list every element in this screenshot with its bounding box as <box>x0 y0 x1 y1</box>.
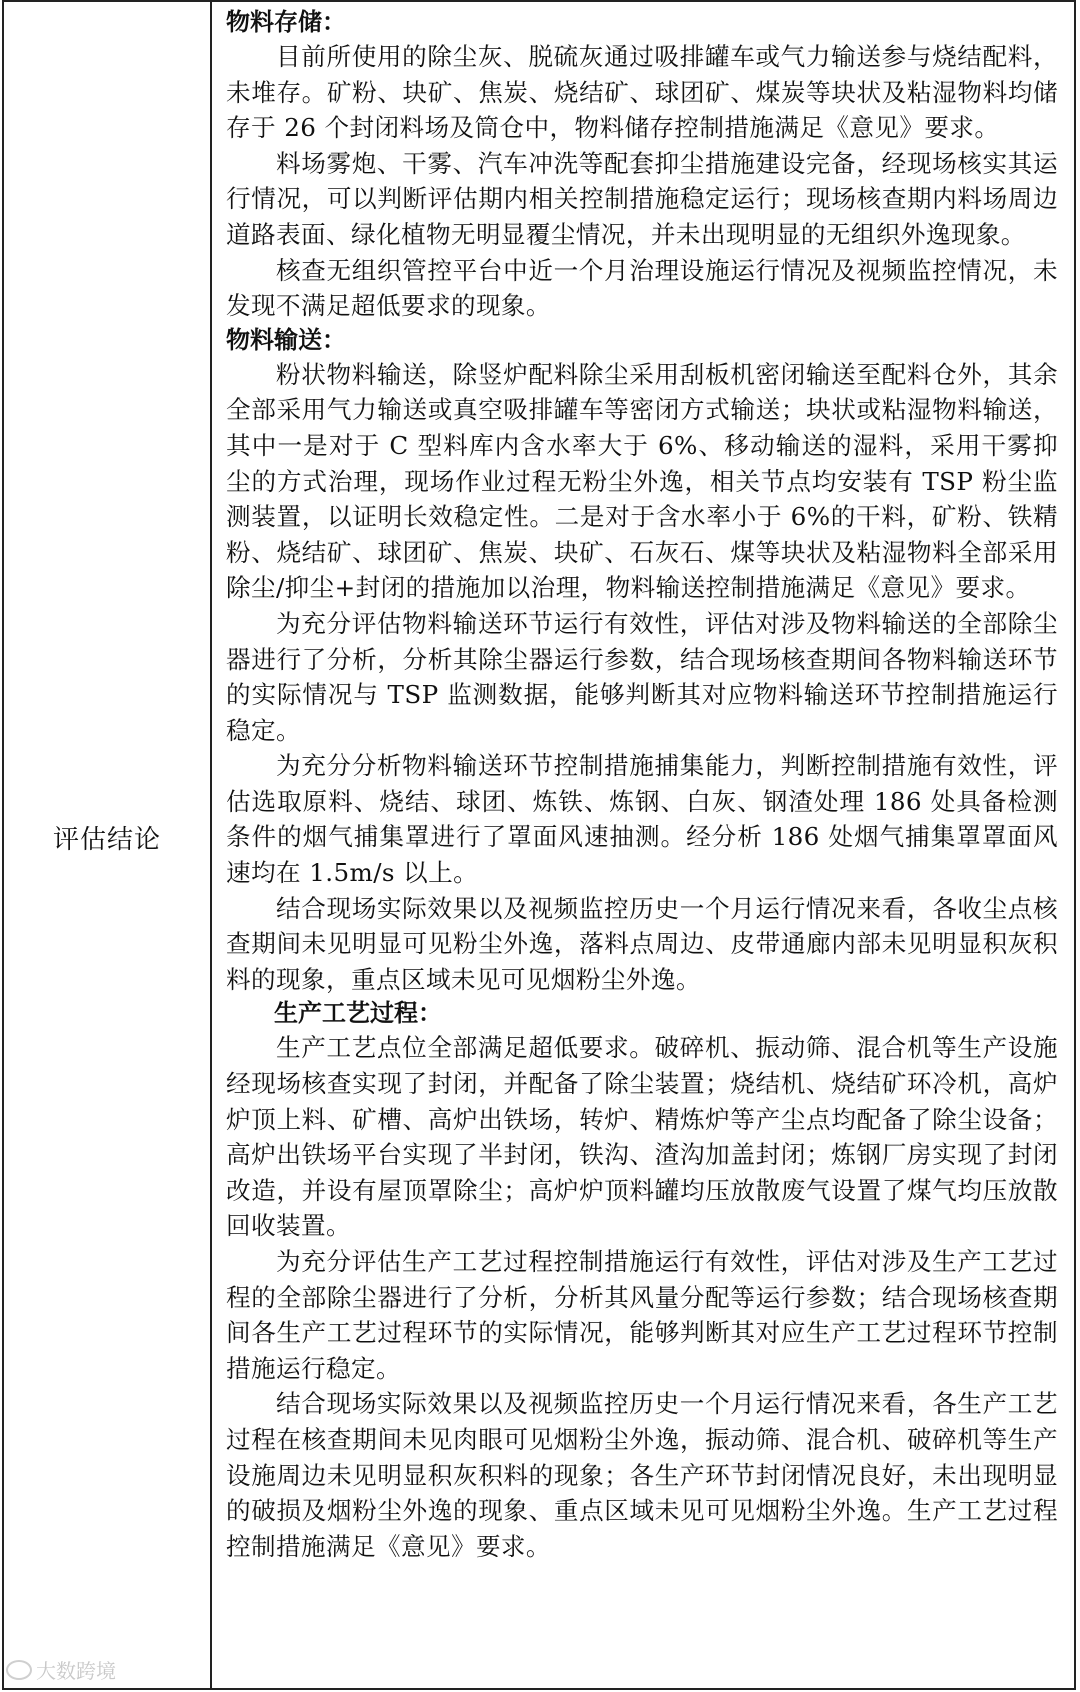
section-heading-transport: 物料输送： <box>226 325 346 354</box>
paragraph: 生产工艺点位全部满足超低要求。破碎机、振动筛、混合机等生产设施经现场核查实现了封闭，并配备了除尘装置；烧结机、烧结矿环冷机，高炉炉顶上料、矿槽、高炉出铁场，转炉、精炼炉等产尘点均配备了除尘设备；高炉出铁场平台实现了半封闭，铁沟、渣沟加盖封闭；炼钢厂房实现了封闭改造，并设有屋顶罩除尘；高炉炉顶料罐均压放散废气设置了煤气均压放散回收装置。 <box>226 1033 1058 1241</box>
paragraph: 结合现场实际效果以及视频监控历史一个月运行情况来看，各收尘点核查期间未见明显可见粉尘外逸，落料点周边、皮带通廊内部未见明显积灰积料的现象，重点区域未见可见烟粉尘外逸。 <box>226 893 1058 994</box>
section-heading-storage: 物料存储： <box>226 8 346 36</box>
paragraph: 结合现场实际效果以及视频监控历史一个月运行情况来看，各生产工艺过程在核查期间未见肉眼可见烟粉尘外逸，振动筛、混合机、破碎机等生产设施周边未见明显积灰积料的现象；各生产环节封闭情况良好，未出现明显的破损及烟粉尘外逸的现象、重点区域未见可见烟粉尘外逸。生产工艺过程控制措施满足《意见》要求。 <box>226 1389 1058 1561</box>
assessment-table <box>2 0 1076 1690</box>
paragraph: 为充分评估物料输送环节运行有效性，评估对涉及物料输送的全部除尘器进行了分析，分析其除尘器运行参数，结合现场核查期间各物料输送环节的实际情况与 TSP 监测数据，能够判断其对应物料输送环节控制措施运行稳定。 <box>226 608 1058 745</box>
paragraph: 料场雾炮、干雾、汽车冲洗等配套抑尘措施建设完备，经现场核实其运行情况，可以判断评估期内相关控制措施稳定运行；现场核查期内料场周边道路表面、绿化植物无明显覆尘情况，并未出现明显的无组织外逸现象。 <box>226 148 1058 249</box>
paragraph: 为充分分析物料输送环节控制措施捕集能力，判断控制措施有效性，评估选取原料、烧结、球团、炼铁、炼钢、白灰、钢渣处理 186 处具备检测条件的烟气捕集罩进行了罩面风速抽测。经分析 186 处烟气捕集罩罩面风速均在 1.5m/s 以上。 <box>226 751 1058 888</box>
watermark <box>6 1655 116 1684</box>
watermark-text: 大数跨境 <box>36 1659 116 1683</box>
paragraph: 核查无组织管控平台中近一个月治理设施运行情况及视频监控情况，未发现不满足超低要求的现象。 <box>226 255 1058 321</box>
paragraph: 为充分评估生产工艺过程控制措施运行有效性，评估对涉及生产工艺过程的全部除尘器进行了分析，分析其风量分配等运行参数；结合现场核查期间各生产工艺过程环节的实际情况，能够判断其对应生产工艺过程环节控制措施运行稳定。 <box>226 1247 1058 1383</box>
row-label: 评估结论 <box>52 824 161 855</box>
logo-icon <box>6 1660 32 1680</box>
row-label-cell <box>4 2 212 1688</box>
content-cell <box>212 2 1074 1688</box>
paragraph: 粉状物料输送，除竖炉配料除尘采用刮板机密闭输送至配料仓外，其余全部采用气力输送或真空吸排罐车等密闭方式输送；块状或粘湿物料输送，其中一是对于 C 型料库内含水率大于 6%、移动输送的湿料，采用干雾抑尘的方式治理，现场作业过程无粉尘外逸，相关节点均安装有 TSP 粉尘监测装置，以证明长效稳定性。二是对于含水率小于 6%的干料，矿粉、铁精粉、烧结矿、球团矿、焦炭、块矿、石灰石、煤等块状及粘湿物料全部采用除尘/抑尘+封闭的措施加以治理，物料输送控制措施满足《意见》要求。 <box>226 359 1058 603</box>
section-heading-process: 生产工艺过程： <box>274 999 442 1028</box>
paragraph: 目前所使用的除尘灰、脱硫灰通过吸排罐车或气力输送参与烧结配料，未堆存。矿粉、块矿、焦炭、烧结矿、球团矿、煤炭等块状及粘湿物料均储存于 26 个封闭料场及筒仓中，物料储存控制措施满足《意见》要求。 <box>226 42 1058 143</box>
